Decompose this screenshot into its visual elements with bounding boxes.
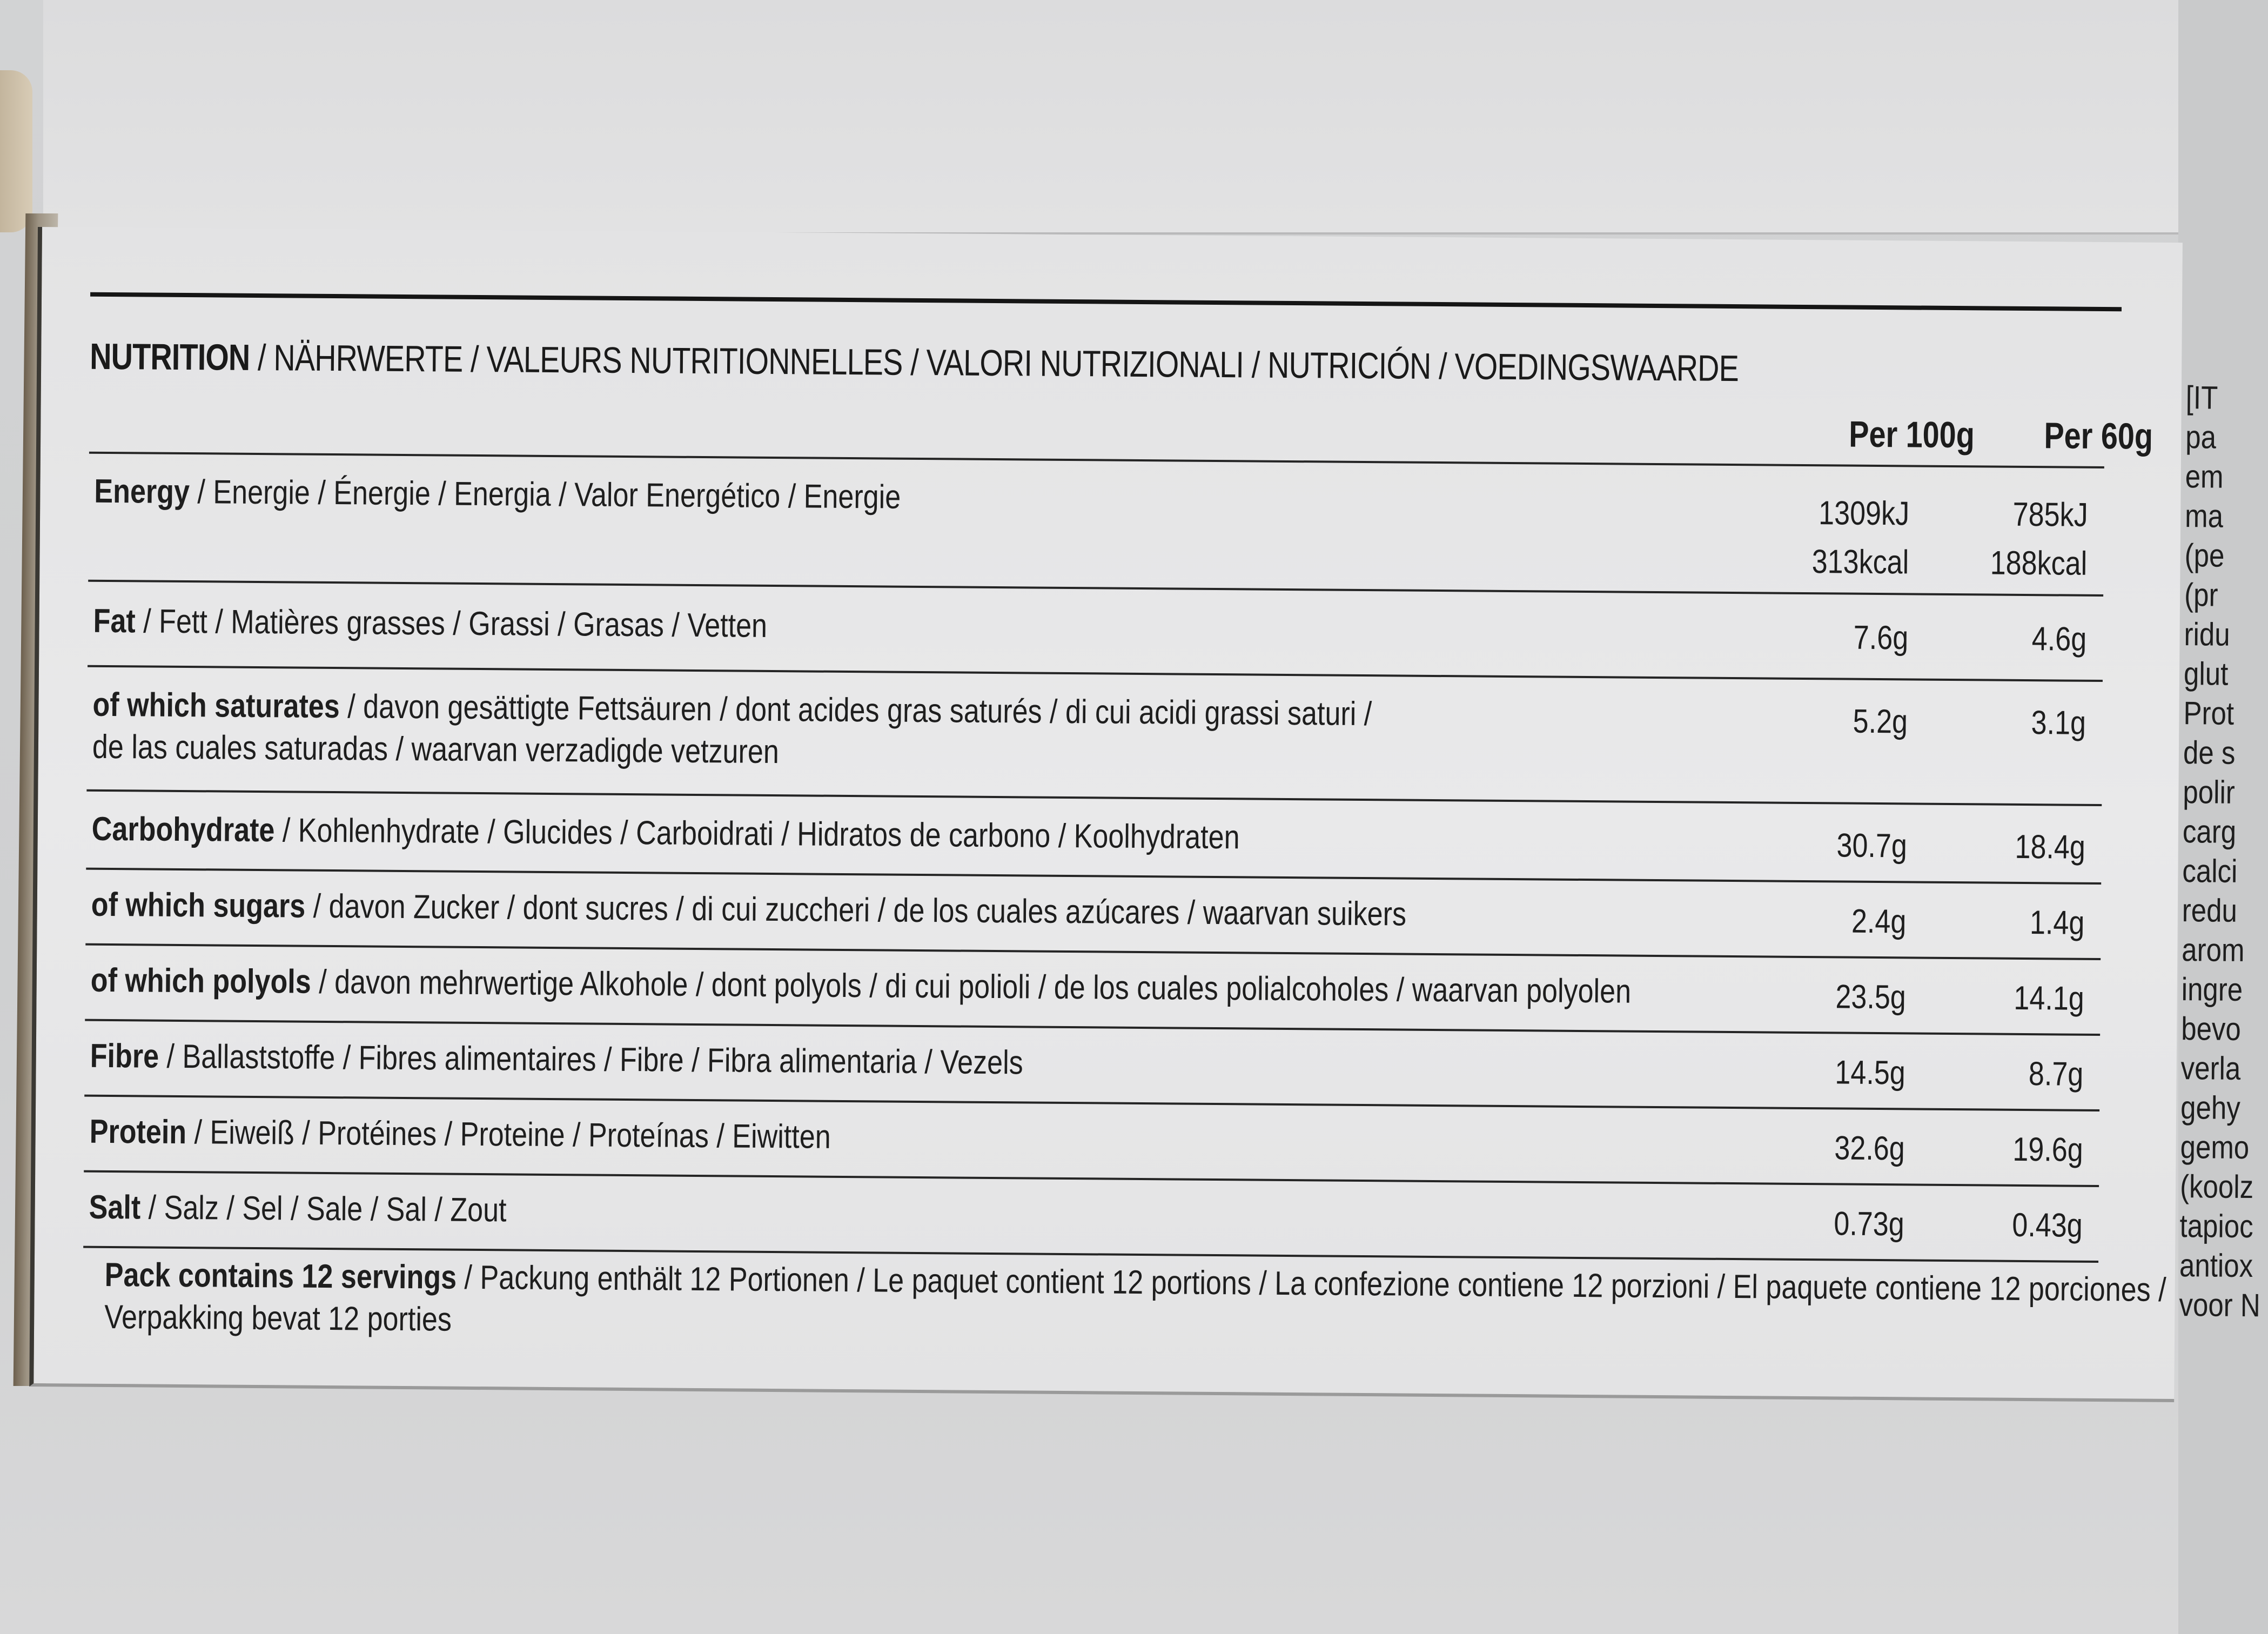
value-per-60g: 1.4g	[2030, 904, 2085, 942]
nutrient-row-energy	[88, 465, 2104, 588]
nutrition-label	[89, 292, 2260, 1338]
value-per-60g: 4.6g	[2031, 620, 2087, 658]
ingredients-text-cutoff	[2179, 378, 2267, 1325]
value-per-60g: 19.6g	[2012, 1130, 2083, 1169]
nutrient-name: Fat / Fett / Matières grasses / Grassi / Grasas / Vetten	[93, 602, 768, 645]
column-header-per-60g: Per 60g	[2044, 415, 2153, 457]
value-per-100g: 14.5g	[1835, 1054, 1905, 1092]
ingredients-fragment: (pe	[2184, 537, 2225, 574]
ingredients-fragment: ingre	[2181, 971, 2243, 1008]
ingredients-fragment: gehy	[2180, 1089, 2240, 1126]
nutrition-title	[90, 336, 1739, 390]
value-per-60g: 18.4g	[2015, 828, 2085, 866]
top-heavy-rule	[90, 292, 2122, 312]
ingredients-fragment: bevo	[2180, 1010, 2242, 1047]
value-per-100g: 23.5g	[1835, 978, 1906, 1016]
title-bold: NUTRITION	[89, 336, 250, 378]
background-object-edge	[0, 70, 32, 232]
value-per-100g: 5.2g	[1853, 702, 1908, 741]
nutrient-name: Fibre / Ballaststoffe / Fibres alimentaires / Fibre / Fibra alimentaria / Vezels	[90, 1037, 1023, 1082]
ingredients-fragment: antiox	[2179, 1247, 2253, 1284]
value-per-60g: 0.43g	[2011, 1206, 2083, 1244]
ingredients-fragment: tapioc	[2179, 1208, 2253, 1245]
ingredients-fragment: arom	[2182, 932, 2245, 968]
nutrient-name: of which sugars / davon Zucker / dont sucres / di cui zuccheri / de los cuales azúcares / waarvan suikers	[91, 886, 1407, 933]
value-per-60g: 785kJ	[2012, 495, 2088, 534]
box-top-flap	[43, 0, 2178, 235]
nutrient-name: Carbohydrate / Kohlenhydrate / Glucides / Carboidrati / Hidratos de carbono / Koolhydraten	[91, 810, 1240, 856]
ingredients-fragment: gemo	[2180, 1129, 2250, 1166]
title-rest: / NÄHRWERTE / VALEURS NUTRITIONNELLES / VALORI NUTRIZIONALI / NUTRICIÓN / VOEDINGSWAARDE	[250, 337, 1739, 390]
ingredients-fragment: carg	[2182, 813, 2237, 850]
printed-box-panel	[29, 227, 2260, 1402]
value-per-100g: 32.6g	[1834, 1129, 1905, 1168]
value-per-60g: 8.7g	[2028, 1055, 2084, 1093]
column-header-per-100g: Per 100g	[1849, 413, 1975, 456]
ingredients-fragment: verla	[2180, 1050, 2241, 1087]
ingredients-fragment: redu	[2182, 892, 2238, 929]
ingredients-fragment: ma	[2184, 498, 2224, 534]
value-per-100g: 1309kJ	[1819, 494, 1910, 533]
ingredients-fragment: (koolz	[2179, 1168, 2254, 1206]
ingredients-fragment: Prot	[2183, 695, 2235, 732]
nutrient-row-fat	[88, 595, 2103, 674]
header-rule	[89, 452, 2104, 468]
servings-note: Pack contains 12 servings / Packung enthält 12 Portionen / Le paquet contient 12 portions / La confezione contiene 12 porzioni / El paquete contiene 12 porciones /	[104, 1256, 2166, 1309]
ingredients-fragment: ridu	[2184, 616, 2230, 653]
ingredients-fragment: em	[2185, 458, 2224, 495]
nutrient-name: Salt / Salz / Sel / Sale / Sal / Zout	[89, 1188, 507, 1229]
value-per-100g: 7.6g	[1853, 619, 1909, 657]
ingredients-fragment: [IT	[2185, 379, 2218, 416]
nutrient-name: Energy / Energie / Énergie / Energia / Valor Energético / Energie	[94, 472, 901, 516]
ingredients-fragment: de s	[2183, 734, 2236, 771]
value-per-100g: 0.73g	[1833, 1205, 1904, 1243]
ingredients-fragment: (pr	[2184, 577, 2218, 613]
ingredients-fragment: calci	[2182, 853, 2238, 889]
ingredients-fragment: glut	[2183, 655, 2229, 692]
nutrient-name: of which saturates / davon gesättigte Fettsäuren / dont acides gras saturés / di cui acidi grassi saturi /	[92, 686, 1372, 733]
nutrient-name: of which polyols / davon mehrwertige Alkohole / dont polyols / di cui polioli / de los cuales polialcoholes / waarvan polyolen	[90, 961, 1632, 1010]
nutrient-row-saturates	[86, 679, 2102, 801]
value-per-60g: 14.1g	[2014, 979, 2084, 1017]
nutrient-name: Protein / Eiweiß / Protéines / Proteine / Proteínas / Eiwitten	[89, 1113, 831, 1156]
value-per-100g-kcal: 313kcal	[1811, 543, 1909, 581]
ingredients-fragment: pa	[2185, 419, 2217, 456]
value-per-60g-kcal: 188kcal	[1990, 544, 2088, 582]
value-per-100g: 30.7g	[1836, 827, 1907, 865]
servings-note-line2: Verpakking bevat 12 porties	[104, 1298, 452, 1338]
ingredients-fragment: voor N	[2179, 1287, 2260, 1324]
ingredients-fragment: polir	[2183, 774, 2236, 811]
value-per-100g: 2.4g	[1851, 902, 1907, 941]
value-per-60g: 3.1g	[2031, 704, 2086, 742]
nutrient-name-line2: de las cuales saturadas / waarvan verzadigde vetzuren	[92, 728, 780, 771]
